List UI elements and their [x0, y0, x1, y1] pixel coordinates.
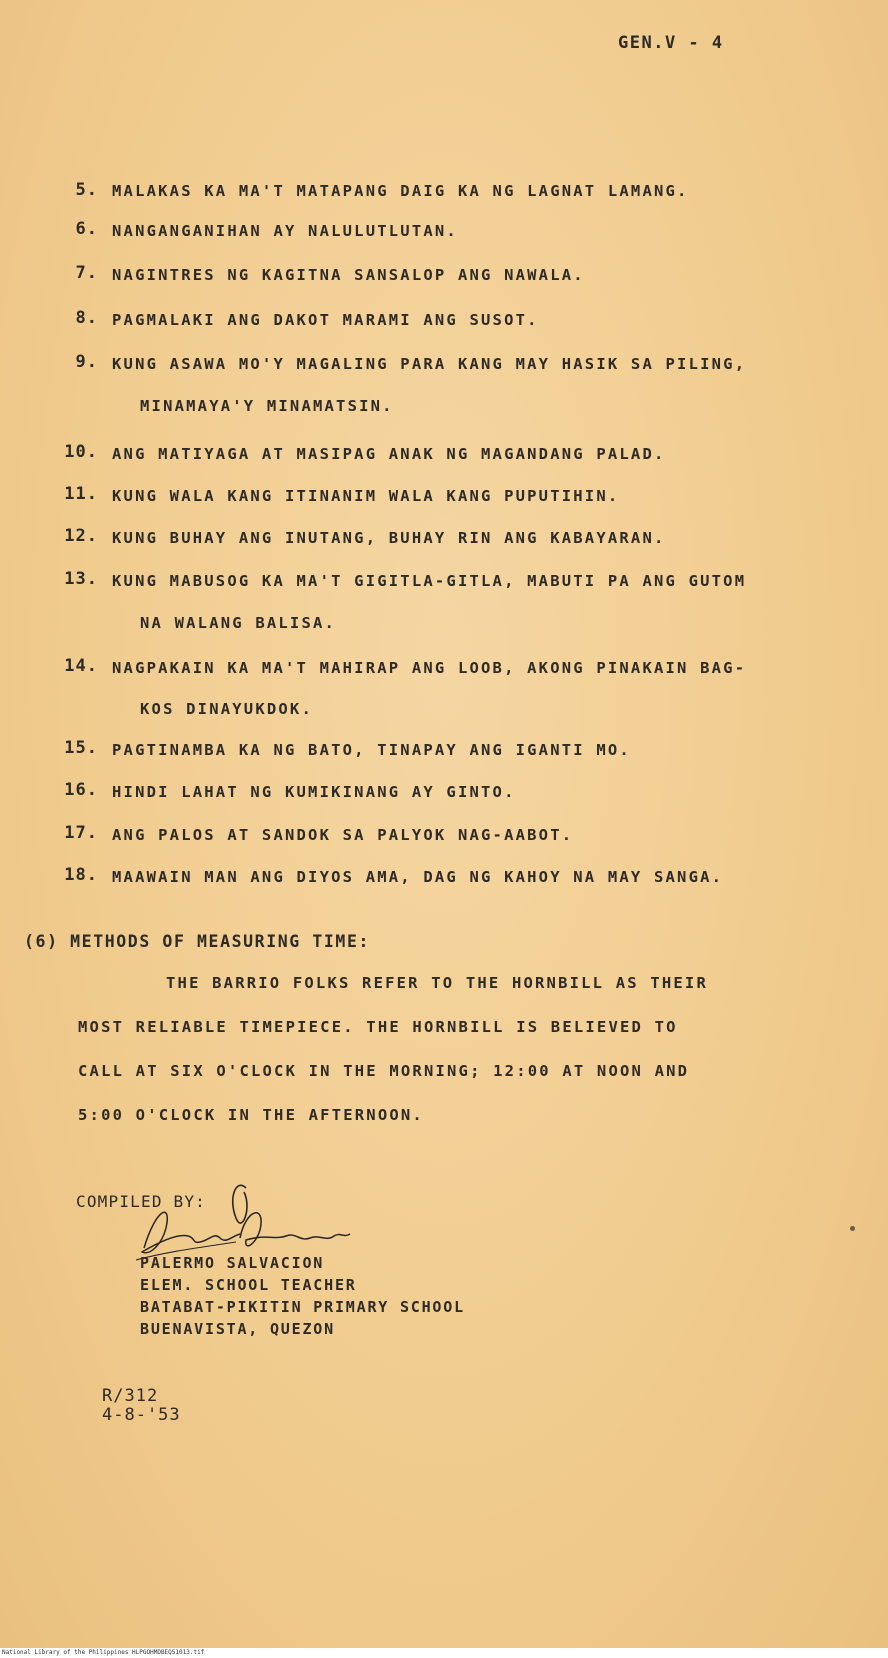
proverb-text: KUNG MABUSOG KA MA'T GIGITLA-GITLA, MABUTI PA ANG GUTOM [112, 572, 747, 590]
proverb-number: 6. [75, 219, 98, 239]
reference-code: R/312 [102, 1386, 159, 1406]
page-reference: GEN.V - 4 [618, 33, 724, 53]
proverb-text: NANGANGANIHAN AY NALULUTLUTAN. [112, 222, 458, 240]
reference-date: 4-8-'53 [102, 1405, 181, 1425]
proverb-number: 8. [75, 308, 98, 328]
proverb-text: ANG MATIYAGA AT MASIPAG ANAK NG MAGANDANG PALAD. [112, 445, 666, 463]
compiled-by-label: COMPILED BY: [76, 1192, 206, 1211]
proverb-number: 15. [64, 738, 98, 758]
proverb-number: 10. [64, 442, 98, 462]
proverb-number: 7. [75, 263, 98, 283]
proverb-text: NAGINTRES NG KAGITNA SANSALOP ANG NAWALA. [112, 266, 585, 284]
proverb-text: HINDI LAHAT NG KUMIKINANG AY GINTO. [112, 783, 516, 801]
signatory-title: ELEM. SCHOOL TEACHER [140, 1276, 357, 1294]
proverb-number: 11. [64, 484, 98, 504]
footer-caption: National Library of the Philippines HLPGOHMDBEQ51013.tif [2, 1649, 205, 1656]
proverb-text: MAAWAIN MAN ANG DIYOS AMA, DAG NG KAHOY NA MAY SANGA. [112, 868, 724, 886]
signatory-school: BATABAT-PIKITIN PRIMARY SCHOOL [140, 1298, 465, 1316]
proverb-number: 12. [64, 526, 98, 546]
proverb-number: 16. [64, 780, 98, 800]
proverb-number: 13. [64, 569, 98, 589]
signatory-name: PALERMO SALVACION [140, 1254, 325, 1272]
section-heading: (6) METHODS OF MEASURING TIME: [24, 932, 371, 951]
proverb-text: KUNG BUHAY ANG INUTANG, BUHAY RIN ANG KABAYARAN. [112, 529, 666, 547]
proverb-number: 18. [64, 865, 98, 885]
proverb-text-continued: MINAMAYA'Y MINAMATSIN. [140, 397, 394, 415]
signatory-location: BUENAVISTA, QUEZON [140, 1320, 335, 1338]
paper-speck [850, 1226, 855, 1231]
proverb-text-continued: KOS DINAYUKDOK. [140, 700, 313, 718]
proverb-number: 5. [75, 180, 98, 200]
proverb-text: PAGMALAKI ANG DAKOT MARAMI ANG SUSOT. [112, 311, 539, 329]
proverb-text: ANG PALOS AT SANDOK SA PALYOK NAG-AABOT. [112, 826, 574, 844]
paragraph-line: MOST RELIABLE TIMEPIECE. THE HORNBILL IS BELIEVED TO [78, 1018, 678, 1036]
proverb-number: 9. [75, 352, 98, 372]
paragraph-line: 5:00 O'CLOCK IN THE AFTERNOON. [78, 1106, 424, 1124]
proverb-text-continued: NA WALANG BALISA. [140, 614, 337, 632]
proverb-text: KUNG WALA KANG ITINANIM WALA KANG PUPUTIHIN. [112, 487, 620, 505]
proverb-text: KUNG ASAWA MO'Y MAGALING PARA KANG MAY HASIK SA PILING, [112, 355, 747, 373]
proverb-text: NAGPAKAIN KA MA'T MAHIRAP ANG LOOB, AKONG PINAKAIN BAG- [112, 659, 747, 677]
proverb-text: MALAKAS KA MA'T MATAPANG DAIG KA NG LAGNAT LAMANG. [112, 182, 689, 200]
proverb-number: 17. [64, 823, 98, 843]
proverb-number: 14. [64, 656, 98, 676]
paragraph-line: THE BARRIO FOLKS REFER TO THE HORNBILL AS THEIR [166, 974, 708, 992]
paragraph-line: CALL AT SIX O'CLOCK IN THE MORNING; 12:00 AT NOON AND [78, 1062, 690, 1080]
proverb-text: PAGTINAMBA KA NG BATO, TINAPAY ANG IGANTI MO. [112, 741, 631, 759]
